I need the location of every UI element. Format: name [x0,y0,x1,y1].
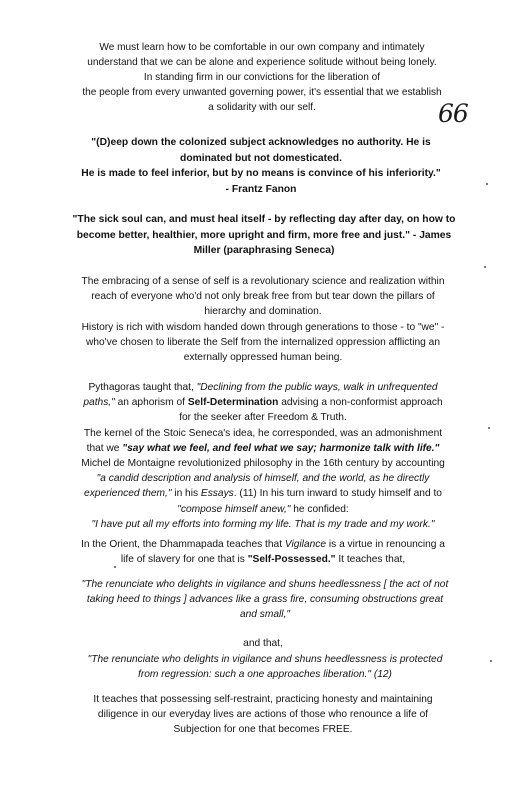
scan-speck [486,183,488,185]
text-line: The embracing of a sense of self is a revolutionary science and realization within [81,276,445,287]
text-line: that we "say what we feel, and feel what we say; harmonize talk with life." [86,442,440,454]
quote-attribution: - Frantz Fanon [225,183,297,195]
scan-speck [484,266,486,268]
text-line: become better, healthier, more upright and firm, more free and just." - James [76,229,452,241]
text-line: who've chosen to liberate the Self from the internalized oppression afflicting an [85,336,440,348]
text-line: We must learn how to be comfortable in our own company and intimately [99,42,425,53]
text-line: "(D)eep down the colonized subject acknowledges no authority. He is [91,137,431,148]
scan-speck [114,566,116,568]
closing-paragraph [22,692,504,738]
miller-quote [30,212,498,259]
text-line: the people from every unwanted governing power, it's essential that we establish [82,87,442,98]
text-line: It teaches that possessing self-restraint, practicing honesty and maintaining [93,694,433,705]
text-line: understand that we can be alone and experience solitude without being lonely. [87,57,437,68]
dhammapada-quote-1 [30,577,500,623]
text-line: externally oppressed human being. [183,352,343,364]
intro-paragraph [20,40,504,115]
text-line: from regression: such a one approaches liberation." (12) [138,669,392,681]
text-line: a solidarity with our self. [208,102,316,113]
text-line: He is made to feel inferior, but by no means is convince of his inferiority." [81,168,441,180]
handwritten-page-number: 66 [438,99,468,128]
dhammapada-quote-2 [30,652,500,682]
text-line: Subjection for one that becomes FREE. [173,724,353,736]
text-line: "compose himself anew," he confided: [177,503,349,515]
self-paragraph [24,274,502,365]
text-line: Pythagoras taught that, "Declining from the public ways, walk in unfrequented [88,382,438,393]
text-line: "The renunciate who delights in vigilance and shuns heedlessness is protected [87,654,443,665]
text-line: experienced them," in his Essays. (11) In his turn inward to study himself and to [84,488,442,500]
text-line: and that, [243,638,283,649]
text-line: and small," [239,609,291,621]
text-line: hierarchy and domination. [204,306,322,318]
text-line: The kernel of the Stoic Seneca's idea, he corresponded, was an admonishment [83,427,443,439]
text-line: taking heed to things ] advances like a grass fire, consuming obstructions great [86,594,444,606]
text-line: diligence in our everyday lives are actions of those who renounce a life of [97,709,429,721]
and-that-line [22,636,504,651]
fanon-quote [30,135,492,197]
philosophers-paragraph [22,380,504,532]
dhammapada-paragraph [22,537,504,567]
text-line: "The sick soul can, and must heal itself - by reflecting day after day, on how to [72,214,456,225]
text-line: "a candid description and analysis of himself, and the world, as he directly [96,473,430,485]
text-line: "I have put all my efforts into forming my life. That is my trade and my work." [91,518,435,530]
text-line: reach of everyone who'd not only break free from but tear down the pillars of [91,291,435,303]
text-line: paths," an aphorism of Self-Determination advising a non-conformist approach [83,397,443,409]
text-line: life of slavery for one that is "Self-Possessed." It teaches that, [120,554,406,566]
text-line: History is rich with wisdom handed down through generations to those - to "we" - [81,321,445,333]
text-line: In the Orient, the Dhammapada teaches that Vigilance is a virtue in renouncing a [81,539,445,550]
text-line: Miller (paraphrasing Seneca) [193,245,335,257]
text-line: In standing firm in our convictions for the liberation of [143,72,381,83]
text-line: for the seeker after Freedom & Truth. [179,412,347,424]
scan-speck [488,427,490,429]
text-line: dominated but not domesticated. [180,152,342,164]
text-line: "The renunciate who delights in vigilance and shuns heedlessness [ the act of not [81,579,449,590]
scan-speck [490,660,492,662]
text-line: Michel de Montaigne revolutionized philosophy in the 16th century by accounting [81,458,445,470]
